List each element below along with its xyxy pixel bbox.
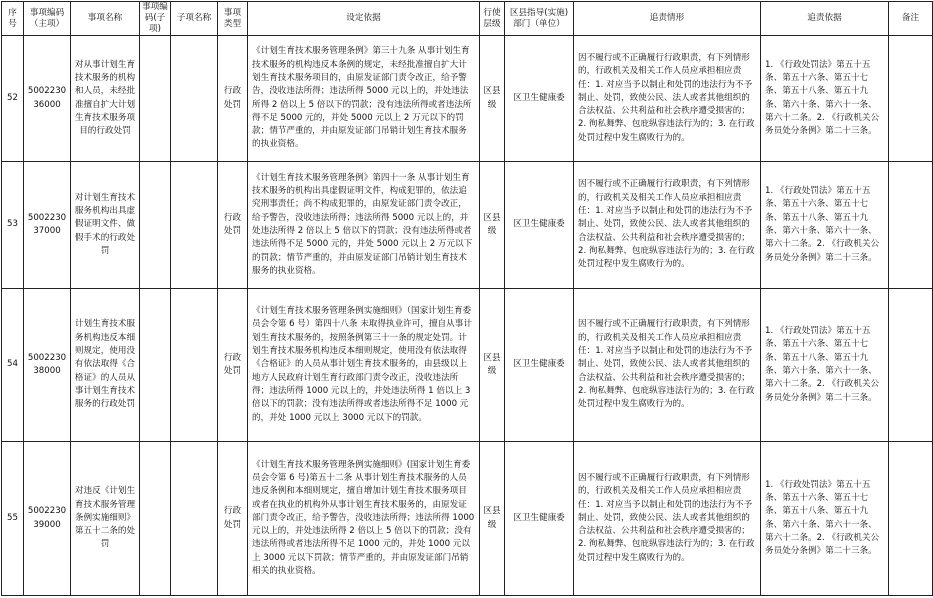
header-dept: 区县指导(实施)部门（单位） xyxy=(505,2,574,36)
cell-subname xyxy=(171,36,218,162)
cell-subcode xyxy=(140,442,171,596)
cell-liability-basis: 1. 《行政处罚法》第五十五条、第五十六条、第五十七条、第五十八条、第五十九条、第六十条、第六十一条、第六十二条。2. 《行政机关公务员处分条例》第二十三条。 xyxy=(761,36,889,162)
cell-liability-basis: 1. 《行政处罚法》第五十五条、第五十六条、第五十七条、第五十八条、第五十九条、第六十条、第六十一条、第六十二条。2. 《行政机关公务员处分条例》第二十三条。 xyxy=(761,442,889,596)
header-type: 事项类型 xyxy=(218,2,248,36)
cell-note xyxy=(889,289,933,442)
cell-basis: 《计划生育技术服务管理条例实施细则》(国家计划生育委员会令第 6 号)第五十二条 从事计划生育技术服务的人员违反条例和本细则规定，擅自增加计划生育技术服务项目或者在执业的机构外从事计划生育技术服务的，由原发证部门责令改正，给予警告，没收违法所得；违法所得 1000 元以上的，并处违法所得 2 倍以上 5 倍以下的罚款；没有违法所得或者违法所得不足 1000 元的，并处 1000 元以上 3000 元以下罚款；情节严重的，并由原发证部门吊销相关的执业资格。 xyxy=(248,442,480,596)
cell-basis: 《计划生育技术服务管理条例》第四十一条 从事计划生育技术服务的机构出具虚假证明文件，构成犯罪的，依法追究刑事责任；尚不构成犯罪的，由原发证部门责令改正，给予警告，没收违法所得；违法所得 5000 元以上的，并处违法所得 2 倍以上 5 倍以下的罚款；没有违法所得或者违法所得不足 5000 元的，并处 5000 元以上 2 万元以下的罚款；情节严重的，并由原发证部门吊销计划生育技术服务的执业资格。 xyxy=(248,162,480,289)
cell-basis: 《计划生育技术服务管理条例实施细则》（国家计划生育委员会令第 6 号）第四十八条 未取得执业许可，擅自从事计划生育技术服务的，按照条例第三十一条的规定处罚。计划生育技术服务机构违反本细则规定，使用没有依法取得《合格证》的人员从事计划生育技术服务的，由县级以上地方人民政府计划生育行政部门责令改正，没收违法所得；违法所得 1000 元以上的，并处违法所得 1 倍以上 3 倍以下的罚款；没有违法所得或者违法所得不足 1000 元的，并处 1000 元以上 3000 元以下的罚款。 xyxy=(248,289,480,442)
cell-note xyxy=(889,442,933,596)
cell-level: 区县级 xyxy=(480,36,505,162)
cell-type: 行政处罚 xyxy=(218,162,248,289)
cell-type: 行政处罚 xyxy=(218,36,248,162)
cell-seq: 53 xyxy=(2,162,24,289)
cell-dept: 区卫生健康委 xyxy=(505,442,574,596)
cell-code: 500223038000 xyxy=(24,289,71,442)
cell-code: 500223039000 xyxy=(24,442,71,596)
cell-liability: 因不履行或不正确履行行政职责，有下列情形的，行政机关及相关工作人员应承担相应责任：1. 对应当予以制止和处罚的违法行为不予制止、处罚，致使公民、法人或者其他组织的合法权益、公共利益和社会秩序遭受损害的；2. 徇私舞弊、包庇纵容违法行为的；3. 在行政处罚过程中发生腐败行为的。 xyxy=(574,442,761,596)
cell-subname xyxy=(171,442,218,596)
cell-name: 对从事计划生育技术服务的机构和人员，未经批准擅自扩大计划生育技术服务项目的行政处罚 xyxy=(71,36,140,162)
cell-subcode xyxy=(140,36,171,162)
cell-liability: 因不履行或不正确履行行政职责，有下列情形的，行政机关及相关工作人员应承担相应责任：1. 对应当予以制止和处罚的违法行为不予制止、处罚，致使公民、法人或者其他组织的合法权益、公共利益和社会秩序遭受损害的；2. 徇私舞弊、包庇纵容违法行为的；3. 在行政处罚过程中发生腐败行为的。 xyxy=(574,36,761,162)
cell-level: 区县级 xyxy=(480,442,505,596)
cell-type: 行政处罚 xyxy=(218,289,248,442)
cell-subcode xyxy=(140,289,171,442)
cell-seq: 52 xyxy=(2,36,24,162)
cell-level: 区县级 xyxy=(480,162,505,289)
cell-liability-basis: 1. 《行政处罚法》第五十五条、第五十六条、第五十七条、第五十八条、第五十九条、第六十条、第六十一条、第六十二条。2. 《行政机关公务员处分条例》第二十三条。 xyxy=(761,162,889,289)
cell-level: 区县级 xyxy=(480,289,505,442)
cell-code: 500223037000 xyxy=(24,162,71,289)
header-subname: 子项名称 xyxy=(171,2,218,36)
header-basis: 设定依据 xyxy=(248,2,480,36)
cell-basis: 《计划生育技术服务管理条例》第三十九条 从事计划生育技术服务的机构违反本条例的规定，未经批准擅自扩大计划生育技术服务项目的，由原发证部门责令改正，给予警告，没收违法所得；违法所得 5000 元以上的，并处违法所得 2 倍以上 5 倍以下的罚款；没有违法所得或者违法所得不足 5000 元的，并处 5000 元以上 2 万元以下的罚款；情节严重的，并由原发证部门吊销计划生育技术服务的执业资格。 xyxy=(248,36,480,162)
header-note: 备注 xyxy=(889,2,933,36)
cell-liability: 因不履行或不正确履行行政职责，有下列情形的，行政机关及相关工作人员应承担相应责任：1. 对应当予以制止和处罚的违法行为不予制止、处罚，致使公民、法人或者其他组织的合法权益、公共利益和社会秩序遭受损害的；2. 徇私舞弊、包庇纵容违法行为的；3. 在行政处罚过程中发生腐败行为的。 xyxy=(574,162,761,289)
cell-subcode xyxy=(140,162,171,289)
cell-subname xyxy=(171,162,218,289)
header-name: 事项名称 xyxy=(71,2,140,36)
responsibility-table xyxy=(1,1,933,596)
cell-liability: 因不履行或不正确履行行政职责，有下列情形的，行政机关及相关工作人员应承担相应责任：1. 对应当予以制止和处罚的违法行为不予制止、处罚，致使公民、法人或者其他组织的合法权益、公共利益和社会秩序遭受损害的；2. 徇私舞弊、包庇纵容违法行为的；3. 在行政处罚过程中发生腐败行为的。 xyxy=(574,289,761,442)
cell-name: 计划生育技术服务机构违反本细则规定，使用没有依法取得《合格证》的人员从事计划生育技术服务的行政处罚 xyxy=(71,289,140,442)
table-row xyxy=(2,289,933,442)
header-row xyxy=(2,2,933,36)
cell-note xyxy=(889,162,933,289)
cell-code: 500223036000 xyxy=(24,36,71,162)
cell-note xyxy=(889,36,933,162)
cell-name: 对计划生育技术服务机构出具虚假证明文件、做假手术的行政处罚 xyxy=(71,162,140,289)
cell-dept: 区卫生健康委 xyxy=(505,36,574,162)
cell-name: 对违反《计划生育技术服务管理条例实施细则》第五十二条的处罚 xyxy=(71,442,140,596)
header-level: 行使层级 xyxy=(480,2,505,36)
table-row xyxy=(2,162,933,289)
header-subcode: 事项编码(子项) xyxy=(140,2,171,36)
cell-dept: 区卫生健康委 xyxy=(505,289,574,442)
cell-subname xyxy=(171,289,218,442)
cell-type: 行政处罚 xyxy=(218,442,248,596)
header-seq: 序号 xyxy=(2,2,24,36)
table-row xyxy=(2,36,933,162)
cell-seq: 55 xyxy=(2,442,24,596)
cell-liability-basis: 1. 《行政处罚法》第五十五条、第五十六条、第五十七条、第五十八条、第五十九条、第六十条、第六十一条、第六十二条。2. 《行政机关公务员处分条例》第二十三条。 xyxy=(761,289,889,442)
header-liability: 追责情形 xyxy=(574,2,761,36)
header-liability-basis: 追责依据 xyxy=(761,2,889,36)
cell-seq: 54 xyxy=(2,289,24,442)
header-code: 事项编码（主项） xyxy=(24,2,71,36)
table-row xyxy=(2,442,933,596)
cell-dept: 区卫生健康委 xyxy=(505,162,574,289)
